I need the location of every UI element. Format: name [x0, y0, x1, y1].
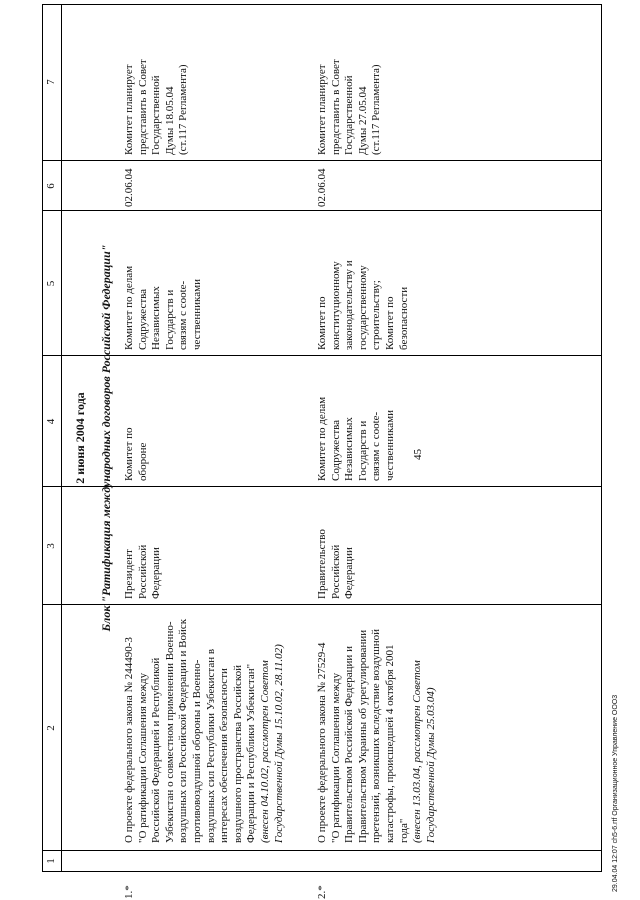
table-row — [316, 5, 496, 899]
footer-line: 29.04.04 12:07 ch5-6.rtf Организационное Управление ООО3 — [612, 694, 619, 892]
page-number: 45 — [412, 449, 424, 460]
header-column-1: 1 — [45, 858, 57, 864]
bill-description: О проекте федерального закона № 27529-4 "О ратификации Соглашения между Правительством Российской Федерации и Правительством Украины об урегулировании претензий, возникших вследствие воздушной катастрофы, происшедшей 4 октября 2001 года" (внесен 13.03.04, рассмотрен Советом Государственной Думы 25.03.04) — [316, 629, 437, 843]
header-column-3: 3 — [45, 543, 57, 549]
committee-responsible: Комитет по делам Содружества Независимых Государств и связям с соote- чественниками — [316, 396, 396, 481]
remark: Комитет планирует представить в Совет Государственной Думы 27.05.04 (ст.117 Регламента) — [316, 59, 383, 155]
remark: Комитет планирует представить в Совет Государственной Думы 18.05.04 (ст.117 Регламента) — [123, 59, 190, 155]
row-number: 1.* — [123, 885, 135, 899]
initiator: Президент Российской Федерации — [123, 544, 163, 599]
bill-note: (внесен 04.10.02, рассмотрен Советом — [258, 660, 271, 843]
agenda-table — [42, 4, 602, 899]
row-number: 2.* — [316, 885, 328, 899]
review-date: 02.06.04 — [316, 168, 328, 207]
initiator: Правительство Российской Федерации — [316, 529, 356, 599]
section-title: Блок "Ратификация международных договоров Российской Федерации" — [99, 244, 113, 632]
header-column-6: 6 — [45, 183, 57, 189]
bill-note: (внесен 13.03.04, рассмотрен Советом — [411, 660, 424, 843]
bill-note: Государственной Думы 15.10.02, 28.11.02) — [272, 644, 285, 843]
header-column-2: 2 — [45, 725, 57, 731]
section-date: 2 июня 2004 года — [73, 392, 87, 484]
header-column-7: 7 — [45, 79, 57, 85]
review-date: 02.06.04 — [123, 168, 135, 207]
header-column-5: 5 — [45, 280, 57, 287]
bill-note: Государственной Думы 25.03.04) — [424, 687, 437, 843]
committee-coexecutor: Комитет по делам Содружества Независимых Государств и связям с соote- чественниками — [123, 265, 203, 350]
committee-responsible: Комитет по обороне — [123, 427, 149, 481]
header-column-4: 4 — [45, 418, 57, 425]
committee-coexecutor: Комитет по конституционному законодательству и государственному строительству; Комитет по безопасности — [316, 260, 410, 350]
header-divider — [61, 5, 62, 871]
bill-description: О проекте федерального закона № 244490-3 "О ратификации Соглашения между Российской Федерацией и Республикой Узбекистан о совместном применении Военно- воздушных сил Российской Федерации и Войск противовоздушной обороны и Военно- воздушных сил Республики Узбекистан в интересах обеспечения безопасности воздушного пространства Российской Федерации и Республики Узбекистан" (внесен 04.10.02, рассмотрен Советом Государственной Думы 15.10.02, 28.11.02) — [123, 618, 285, 843]
